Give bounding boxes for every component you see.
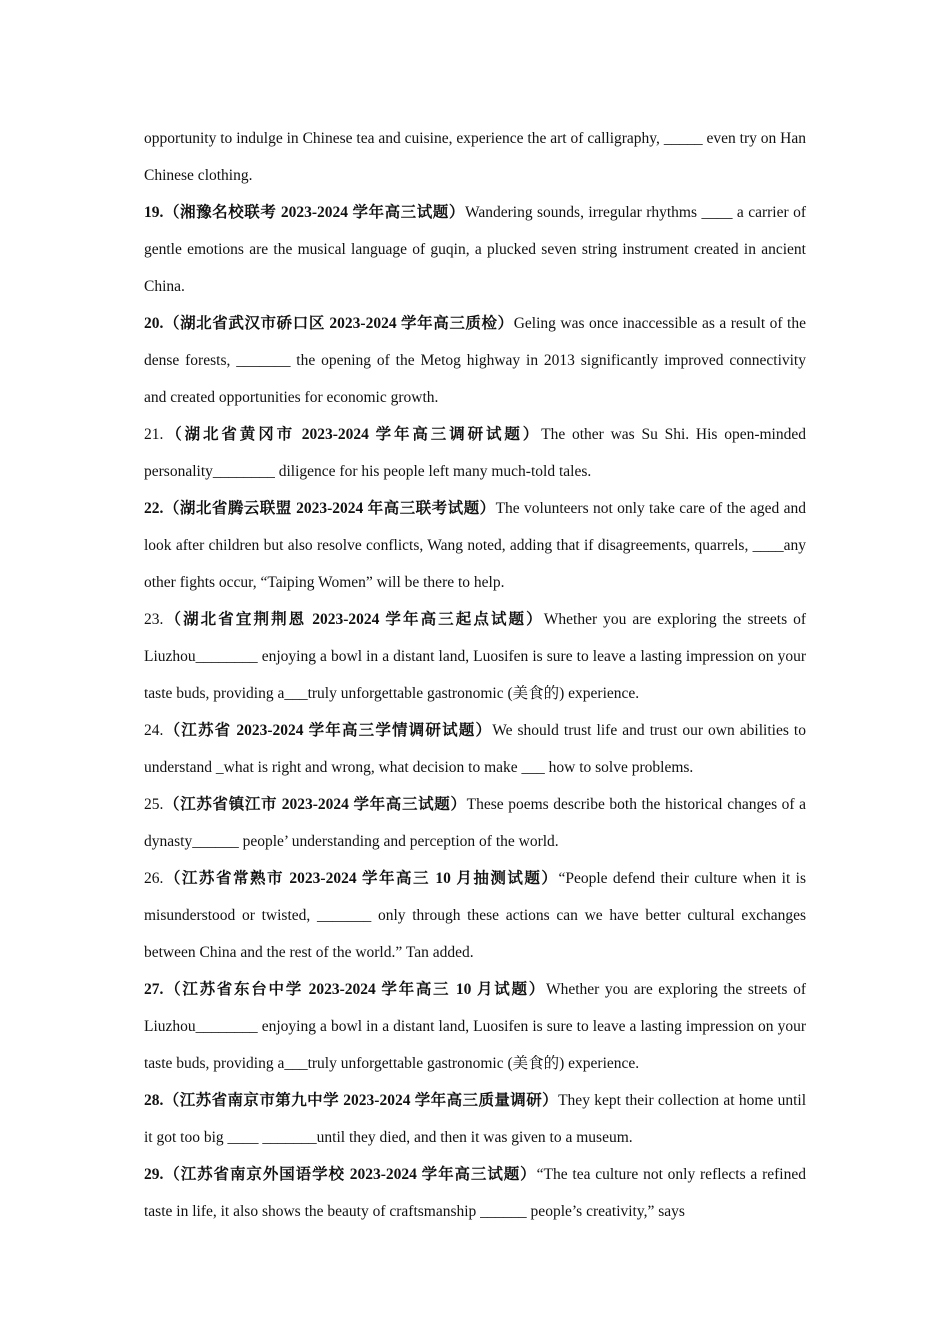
question-number: 29. — [144, 1166, 164, 1183]
question-number: 20. — [144, 315, 164, 332]
question-27 — [144, 971, 806, 1082]
question-text: Wandering sounds, irregular rhythms ____ a carrier of gentle emotions are the musical language of guqin, a plucked seven string instrument created in ancient China. — [144, 204, 806, 295]
question-23 — [144, 601, 806, 712]
question-number: 27. — [144, 981, 164, 998]
question-24 — [144, 712, 806, 786]
question-number: 21. — [144, 426, 164, 443]
question-28 — [144, 1082, 806, 1156]
question-number: 19. — [144, 204, 164, 221]
question-source: （江苏省 2023-2024 学年高三学情调研试题） — [163, 722, 493, 739]
question-number: 23. — [144, 611, 164, 628]
question-number: 28. — [144, 1092, 164, 1109]
question-20 — [144, 305, 806, 416]
question-19 — [144, 194, 806, 305]
question-number: 25. — [144, 796, 164, 813]
document-page — [144, 120, 806, 1230]
question-text: Whether you are exploring the streets of Liuzhou________ enjoying a bowl in a distant land, Luosifen is sure to leave a lasting impression on your taste buds, providing a___truly unforgettable gastronomic (美食的) experience. — [144, 981, 806, 1072]
question-number: 26. — [144, 870, 164, 887]
question-number: 22. — [144, 500, 164, 517]
question-number: 24. — [144, 722, 164, 739]
question-text: “The tea culture not only reflects a refined taste in life, it also shows the beauty of craftsmanship ______ people’s creativity,” says — [144, 1166, 806, 1220]
question-source: （湖北省黄冈市 2023-2024 学年高三调研试题） — [163, 426, 542, 443]
question-source: （江苏省镇江市 2023-2024 学年高三试题） — [163, 796, 467, 813]
question-source: （湖北省腾云联盟 2023-2024 年高三联考试题） — [163, 500, 496, 517]
question-source: （湖北省宜荆荆恩 2023-2024 学年高三起点试题） — [163, 611, 544, 628]
question-text: Geling was once inaccessible as a result of the dense forests, _______ the opening of the Metog highway in 2013 significantly improved connectivity and created opportunities for economic growth. — [144, 315, 806, 406]
question-25 — [144, 786, 806, 860]
question-source: （江苏省南京外国语学校 2023-2024 学年高三试题） — [163, 1166, 537, 1183]
question-source: （江苏省常熟市 2023-2024 学年高三 10 月抽测试题） — [163, 870, 559, 887]
question-text: Whether you are exploring the streets of Liuzhou________ enjoying a bowl in a distant land, Luosifen is sure to leave a lasting impression on your taste buds, providing a___truly unforgettable gastronomic (美食的) experience. — [144, 611, 806, 702]
question-source: （湖北省武汉市硚口区 2023-2024 学年高三质检） — [163, 315, 514, 332]
question-text: We should trust life and trust our own abilities to understand _what is right and wrong, what decision to make ___ how to solve problems. — [144, 722, 806, 776]
question-text: “People defend their culture when it is misunderstood or twisted, _______ only through these actions can we have better cultural exchanges between China and the rest of the world.” Tan added. — [144, 870, 806, 961]
question-text: They kept their collection at home until it got too big ____ _______until they died, and then it was given to a museum. — [144, 1092, 806, 1146]
question-22 — [144, 490, 806, 601]
question-21 — [144, 416, 806, 490]
question-continuation — [144, 120, 806, 194]
question-text: The other was Su Shi. His open-minded personality________ diligence for his people left many much-told tales. — [144, 426, 806, 480]
question-text: The volunteers not only take care of the aged and look after children but also resolve conflicts, Wang noted, adding that if disagreements, quarrels, ____any other fights occur, “Taiping Women” will be there to help. — [144, 500, 806, 591]
question-source: （湘豫名校联考 2023-2024 学年高三试题） — [163, 204, 465, 221]
question-text: These poems describe both the historical changes of a dynasty______ people’ understanding and perception of the world. — [144, 796, 807, 850]
question-29 — [144, 1156, 806, 1230]
question-text: opportunity to indulge in Chinese tea and cuisine, experience the art of calligraphy, _____ even try on Han Chinese clothing. — [144, 130, 806, 184]
question-source: （江苏省南京市第九中学 2023-2024 学年高三质量调研） — [163, 1092, 559, 1109]
question-source: （江苏省东台中学 2023-2024 学年高三 10 月试题） — [163, 981, 546, 998]
question-26 — [144, 860, 806, 971]
